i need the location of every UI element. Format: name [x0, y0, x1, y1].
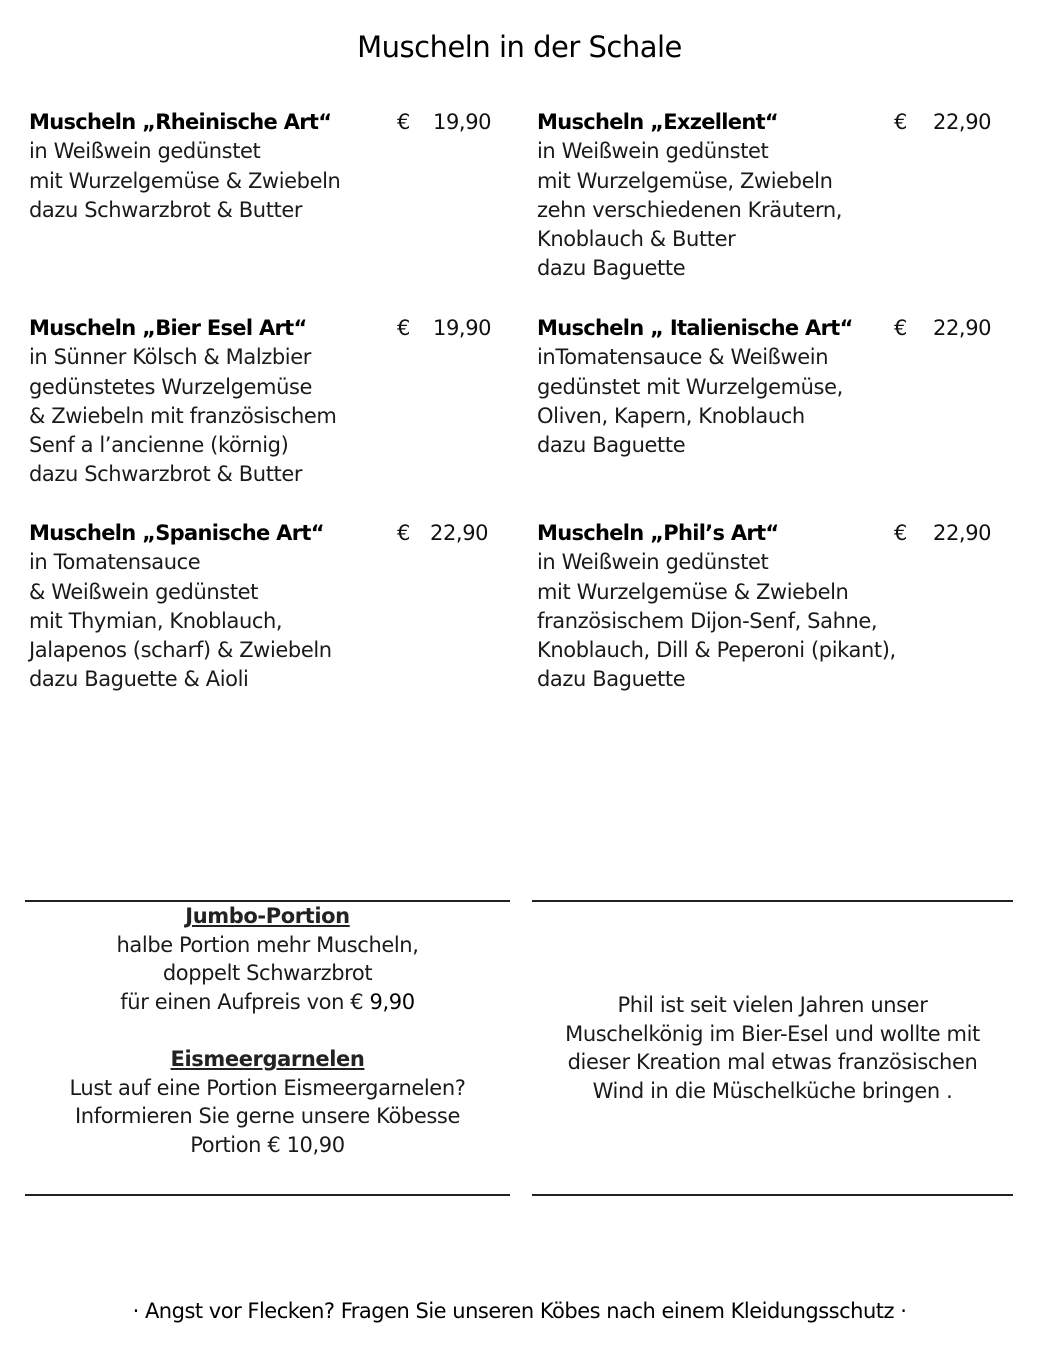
item-price	[397, 314, 491, 343]
item-price	[894, 108, 991, 137]
shrimp-line: Informieren Sie gerne unsere Köbesse	[75, 1104, 460, 1129]
menu-item-exzellent	[537, 108, 897, 284]
shrimp-line: Lust auf eine Portion Eismeergarnelen?	[69, 1075, 466, 1100]
item-name: Muscheln „Bier Esel Art“	[29, 316, 307, 340]
item-description: in Sünner Kölsch & Malzbier gedünstetes Wurzelgemüse & Zwiebeln mit französischem Senf a l’ancienne (körnig) dazu Schwarzbrot & Butter	[29, 345, 337, 487]
jumbo-price-value: 9,90	[369, 989, 415, 1014]
item-name: Muscheln „Spanische Art“	[29, 521, 324, 545]
jumbo-heading: Jumbo-Portion	[185, 904, 350, 928]
item-name: Muscheln „Phil’s Art“	[537, 521, 779, 545]
shrimp-heading: Eismeergarnelen	[170, 1046, 365, 1071]
item-name: Muscheln „ Italienische Art“	[537, 316, 853, 340]
phil-note: Phil ist seit vielen Jahren unser Muschelkönig im Bier-Esel und wollte mit dieser Kreation mal etwas französischen Wind in die Müschelküche bringen .	[565, 993, 980, 1103]
item-description: in Tomatensauce & Weißwein gedünstet mit Thymian, Knoblauch, Jalapenos (scharf) & Zwiebeln dazu Baguette & Aioli	[29, 550, 332, 692]
price-value: 22,90	[933, 110, 992, 134]
divider-line	[532, 900, 1013, 902]
item-description: in Weißwein gedünstet mit Wurzelgemüse, Zwiebeln zehn verschiedenen Kräutern, Knoblauch & Butter dazu Baguette	[537, 139, 843, 281]
price-value: 22,90	[933, 316, 992, 340]
footer-notice: · Angst vor Flecken? Fragen Sie unseren Köbes nach einem Kleidungsschutz ·	[132, 1299, 907, 1323]
price-value: 22,90	[933, 521, 992, 545]
item-price	[894, 519, 991, 548]
price-value: 19,90	[433, 316, 492, 340]
menu-item-bier-esel	[29, 314, 389, 490]
jumbo-line: halbe Portion mehr Muscheln,	[116, 932, 419, 957]
menu-item-spanische	[29, 519, 389, 695]
jumbo-price-prefix: für einen Aufpreis von €	[120, 989, 370, 1014]
menu-item-rheinische	[29, 108, 389, 225]
currency-symbol: €	[894, 521, 907, 545]
divider-line	[532, 1194, 1013, 1196]
item-description: inTomatensauce & Weißwein gedünstet mit Wurzelgemüse, Oliven, Kapern, Knoblauch dazu Baguette	[537, 345, 843, 458]
menu-item-phils	[537, 519, 917, 695]
item-description: in Weißwein gedünstet mit Wurzelgemüse & Zwiebeln französischem Dijon-Senf, Sahne, Knoblauch, Dill & Peperoni (pikant), dazu Baguette	[537, 550, 896, 692]
menu-title: Muscheln in der Schale	[357, 30, 682, 64]
currency-symbol: €	[397, 110, 410, 134]
currency-symbol: €	[894, 110, 907, 134]
currency-symbol: €	[397, 316, 410, 340]
shrimp-price-line: Portion € 10,90	[190, 1132, 345, 1157]
spacer	[25, 1016, 510, 1045]
item-name: Muscheln „Rheinische Art“	[29, 110, 332, 134]
price-value: 22,90	[430, 521, 489, 545]
extras-box	[25, 902, 510, 1159]
currency-symbol: €	[397, 521, 410, 545]
menu-item-italienische	[537, 314, 897, 460]
price-value: 19,90	[433, 110, 492, 134]
currency-symbol: €	[894, 316, 907, 340]
divider-line	[25, 1194, 510, 1196]
item-price	[397, 519, 488, 548]
item-name: Muscheln „Exzellent“	[537, 110, 779, 134]
item-description: in Weißwein gedünstet mit Wurzelgemüse & Zwiebeln dazu Schwarzbrot & Butter	[29, 139, 341, 222]
item-price	[397, 108, 491, 137]
jumbo-line: doppelt Schwarzbrot	[162, 961, 373, 986]
jumbo-price-line	[25, 988, 510, 1017]
item-price	[894, 314, 991, 343]
